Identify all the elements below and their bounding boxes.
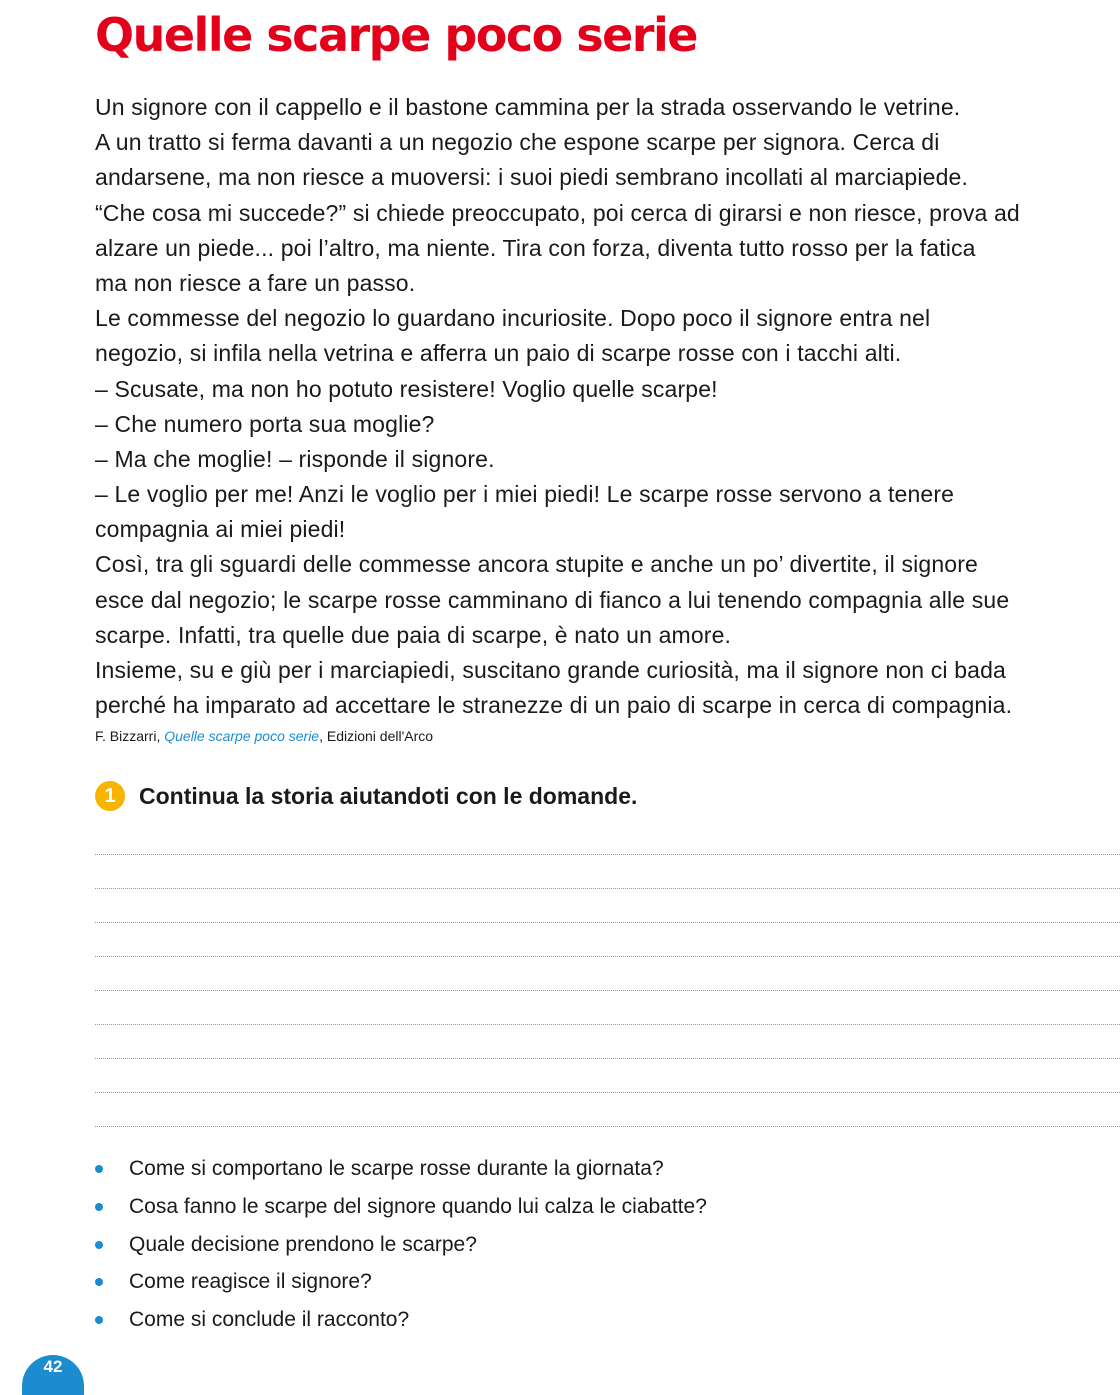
story-line: andarsene, ma non riesce a muoversi: i suoi piedi sembrano incollati al marciapiede.	[95, 164, 968, 191]
story-line: perché ha imparato ad accettare le stranezze di un paio di scarpe in cerca di compagnia.	[95, 692, 1013, 719]
story-line: – Le voglio per me! Anzi le voglio per i miei piedi! Le scarpe rosse servono a tenere	[95, 481, 955, 508]
question-text: Quale decisione prendono le scarpe?	[129, 1232, 477, 1256]
story-line: negozio, si infila nella vetrina e afferra un paio di scarpe rosse con i tacchi alti.	[95, 340, 902, 367]
story-line: Insieme, su e giù per i marciapiedi, suscitano grande curiosità, ma il signore non ci bada	[95, 657, 1006, 683]
story-line: ma non riesce a fare un passo.	[95, 269, 416, 296]
bullet-icon	[95, 1241, 103, 1249]
question-text: Come si conclude il racconto?	[129, 1308, 410, 1332]
story-line: – Ma che moglie! – risponde il signore.	[95, 445, 495, 472]
bullet-icon	[95, 1278, 103, 1286]
story-line: – Scusate, ma non ho potuto resistere! Voglio quelle scarpe!	[95, 375, 718, 402]
story-line: scarpe. Infatti, tra quelle due paia di scarpe, è nato un amore.	[95, 621, 732, 648]
question-item	[95, 1301, 707, 1339]
writing-line[interactable]	[95, 922, 1120, 923]
writing-area[interactable]	[95, 854, 1120, 1160]
story-title: Quelle scarpe poco serie	[95, 8, 697, 62]
story-line: alzare un piede... poi l’altro, ma niente. Tira con forza, diventa tutto rosso per la fatica	[95, 234, 976, 261]
guiding-questions	[95, 1150, 707, 1339]
writing-line[interactable]	[95, 956, 1120, 957]
story-line: esce dal negozio; le scarpe rosse camminano di fianco a lui tenendo compagnia alle sue	[95, 586, 1010, 613]
story-line: compagnia ai miei piedi!	[95, 516, 346, 543]
bullet-icon	[95, 1165, 103, 1173]
citation-publisher: , Edizioni dell'Arco	[319, 728, 434, 744]
story-line: A un tratto si ferma davanti a un negozio che espone scarpe per signora. Cerca di	[95, 129, 940, 156]
question-item	[95, 1226, 707, 1264]
exercise-instruction: Continua la storia aiutandoti con le domande.	[139, 782, 638, 809]
citation-book-title: Quelle scarpe poco serie	[164, 728, 320, 744]
page-number-tab: 42	[22, 1355, 84, 1395]
question-text: Come si comportano le scarpe rosse durante la giornata?	[129, 1157, 664, 1180]
story-line: “Che cosa mi succede?” si chiede preoccupato, poi cerca di girarsi e non riesce, prova ad	[95, 199, 1020, 226]
writing-line[interactable]	[95, 888, 1120, 889]
writing-line[interactable]	[95, 990, 1120, 991]
story-text	[95, 90, 1105, 723]
writing-line[interactable]	[95, 1024, 1120, 1025]
bullet-icon	[95, 1203, 103, 1211]
writing-line[interactable]	[95, 1126, 1120, 1127]
bullet-icon	[95, 1316, 103, 1324]
exercise-number-badge: 1	[95, 781, 125, 811]
writing-line[interactable]	[95, 1092, 1120, 1093]
citation-author: F. Bizzarri,	[95, 728, 165, 744]
story-line: Così, tra gli sguardi delle commesse ancora stupite e anche un po’ divertite, il signore	[95, 551, 978, 578]
source-citation	[95, 728, 433, 744]
question-text: Come reagisce il signore?	[129, 1270, 372, 1294]
exercise-heading	[95, 780, 637, 812]
question-text: Cosa fanno le scarpe del signore quando lui calza le ciabatte?	[129, 1194, 707, 1218]
question-item	[95, 1150, 707, 1188]
question-item	[95, 1263, 707, 1301]
story-line: Un signore con il cappello e il bastone cammina per la strada osservando le vetrine.	[95, 94, 961, 120]
writing-line[interactable]	[95, 1058, 1120, 1059]
story-line: – Che numero porta sua moglie?	[95, 410, 435, 437]
story-line: Le commesse del negozio lo guardano incuriosite. Dopo poco il signore entra nel	[95, 305, 931, 332]
question-item	[95, 1188, 707, 1226]
writing-line[interactable]	[95, 854, 1120, 855]
